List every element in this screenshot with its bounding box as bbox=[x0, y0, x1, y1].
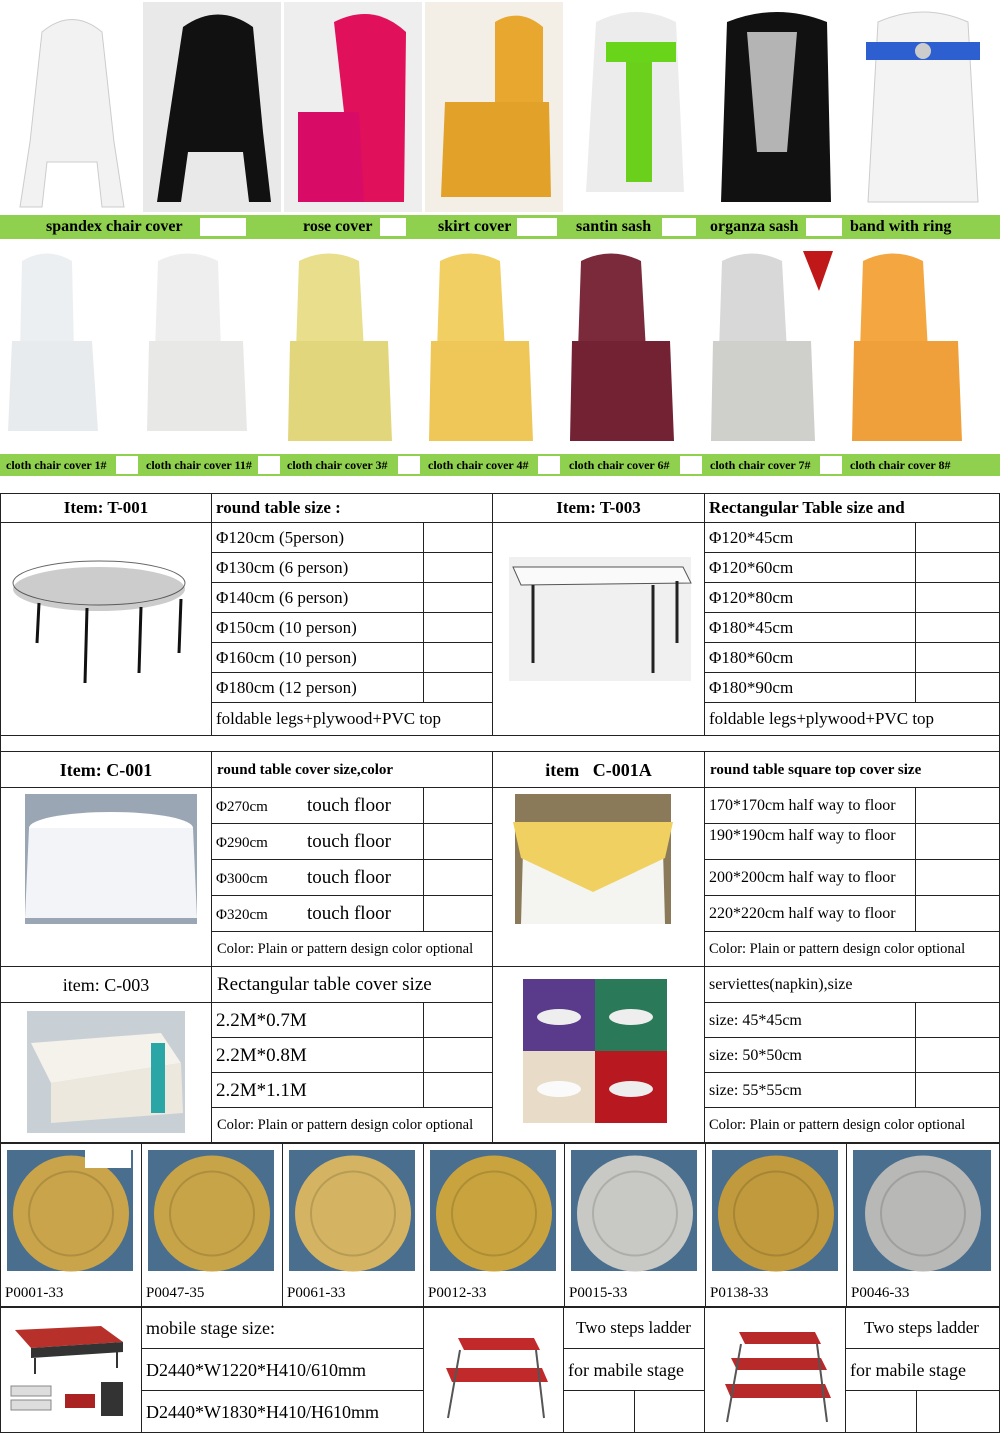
c001-blank bbox=[423, 895, 493, 932]
charger-plate-image bbox=[565, 1144, 705, 1279]
stage-size-1: D2440*W1220*H410/610mm bbox=[141, 1348, 424, 1391]
t001-size-6: Φ180cm (12 person) bbox=[211, 672, 424, 703]
c001-size-4 bbox=[211, 895, 424, 932]
charger-plate-image bbox=[424, 1144, 564, 1279]
plate-cell bbox=[282, 1143, 424, 1307]
cloth-chair-cover-6-image bbox=[566, 241, 704, 451]
ladder1-blank bbox=[563, 1390, 635, 1433]
label-blank bbox=[662, 218, 696, 236]
napkin-size-3: size: 55*55cm bbox=[704, 1072, 916, 1108]
plate-center bbox=[452, 1172, 536, 1256]
charger-plate-image bbox=[847, 1144, 999, 1279]
label-blank bbox=[398, 456, 420, 474]
plate-center bbox=[734, 1172, 818, 1256]
ladder2-blank bbox=[916, 1390, 1000, 1433]
rose-chair-cover-image bbox=[284, 2, 422, 212]
t003-blank bbox=[915, 672, 1000, 703]
napkin-image-cell bbox=[492, 966, 705, 1143]
t003-blank bbox=[915, 582, 1000, 613]
round-table-image bbox=[1, 523, 211, 735]
c001-touch-floor: touch floor bbox=[307, 831, 391, 852]
ladder2-sub: for mabile stage bbox=[845, 1348, 1000, 1391]
t001-blank bbox=[423, 672, 493, 703]
c001-blank bbox=[423, 859, 493, 896]
c001-size-3 bbox=[211, 859, 424, 896]
cloth-chair-cover-4-image bbox=[425, 241, 563, 451]
label-rose-cover: rose cover bbox=[303, 218, 373, 235]
c001a-size-3: 200*200cm half way to floor bbox=[704, 859, 916, 896]
ladder1-sub: for mabile stage bbox=[563, 1348, 705, 1391]
napkin-size-2: size: 50*50cm bbox=[704, 1037, 916, 1073]
rectangular-table-image bbox=[493, 523, 704, 735]
skirt-chair-cover-image bbox=[425, 2, 563, 212]
plate-cell bbox=[705, 1143, 847, 1307]
c003-image-cell bbox=[0, 1002, 212, 1143]
ladder-image bbox=[424, 1308, 563, 1432]
t003-size-5: Φ180*60cm bbox=[704, 642, 916, 673]
rectangular-tablecloth-image bbox=[1, 1003, 211, 1142]
t001-size-1: Φ120cm (5person) bbox=[211, 522, 424, 553]
label-blank bbox=[116, 456, 138, 474]
c001a-blank bbox=[915, 823, 1000, 860]
c001-touch-floor: touch floor bbox=[307, 795, 391, 816]
label-blank bbox=[820, 456, 842, 474]
black-chair-cover-image bbox=[143, 2, 281, 212]
c001-size-value: Φ270cm bbox=[216, 799, 268, 815]
label-santin-sash: santin sash bbox=[576, 218, 652, 235]
plate-center bbox=[170, 1172, 254, 1256]
label-blank bbox=[517, 218, 557, 236]
c001a-size-1: 170*170cm half way to floor bbox=[704, 787, 916, 824]
c001a-item-title: item C-001A bbox=[492, 751, 705, 788]
label-skirt-cover: skirt cover bbox=[438, 218, 512, 235]
label-spandex-chair-cover: spandex chair cover bbox=[46, 218, 183, 235]
ladder2-title: Two steps ladder bbox=[845, 1307, 1000, 1349]
label-blank bbox=[200, 218, 246, 236]
plate-code: P0138-33 bbox=[710, 1285, 769, 1301]
t003-image-cell bbox=[492, 522, 705, 736]
c001-touch-floor: touch floor bbox=[307, 903, 391, 924]
t001-blank bbox=[423, 642, 493, 673]
c001a-header: round table square top cover size bbox=[704, 751, 1000, 788]
t001-blank bbox=[423, 582, 493, 613]
c001-blank bbox=[423, 787, 493, 824]
c003-blank bbox=[423, 1072, 493, 1108]
t003-size-6: Φ180*90cm bbox=[704, 672, 916, 703]
t003-size-1: Φ120*45cm bbox=[704, 522, 916, 553]
c003-item-title: item: C-003 bbox=[0, 966, 212, 1003]
t001-note: foldable legs+plywood+PVC top bbox=[211, 702, 493, 736]
napkin-blank bbox=[915, 1037, 1000, 1073]
t001-header: round table size : bbox=[211, 493, 493, 523]
organza-sash-image bbox=[707, 2, 845, 212]
square-top-cover-image bbox=[493, 788, 704, 966]
plate-cell bbox=[846, 1143, 1000, 1307]
c001-blank bbox=[423, 823, 493, 860]
plate-center bbox=[29, 1172, 113, 1256]
c001-item-title: Item: C-001 bbox=[0, 751, 212, 788]
plate-code: P0001-33 bbox=[5, 1285, 64, 1301]
c001-size-value: Φ290cm bbox=[216, 835, 268, 851]
label-organza-sash: organza sash bbox=[710, 218, 799, 235]
ladder2-image-cell bbox=[704, 1307, 846, 1433]
t001-blank bbox=[423, 612, 493, 643]
band-with-ring-image bbox=[848, 2, 998, 212]
c001-size-value: Φ320cm bbox=[216, 907, 268, 923]
cloth-chair-cover-3-image bbox=[284, 241, 422, 451]
plate-code: P0015-33 bbox=[569, 1285, 628, 1301]
napkin-image bbox=[493, 967, 704, 1142]
t003-blank bbox=[915, 642, 1000, 673]
stage-size-2: D2440*W1830*H410/H610mm bbox=[141, 1390, 424, 1433]
charger-plate-image bbox=[142, 1144, 282, 1279]
label-blank bbox=[258, 456, 280, 474]
c003-size-1: 2.2M*0.7M bbox=[211, 1002, 424, 1038]
satin-sash-image bbox=[566, 2, 704, 212]
c003-blank bbox=[423, 1037, 493, 1073]
label-cloth-4: cloth chair cover 4# bbox=[428, 458, 529, 472]
spandex-chair-cover-image bbox=[2, 2, 140, 212]
cloth-chair-cover-11-image bbox=[143, 241, 281, 451]
label-cloth-1: cloth chair cover 1# bbox=[6, 458, 107, 472]
c003-header: Rectangular table cover size bbox=[211, 966, 493, 1003]
c001a-image-cell bbox=[492, 787, 705, 967]
label-cloth-6: cloth chair cover 6# bbox=[569, 458, 670, 472]
c003-blank bbox=[423, 1002, 493, 1038]
label-cloth-3: cloth chair cover 3# bbox=[287, 458, 388, 472]
label-cloth-8: cloth chair cover 8# bbox=[850, 458, 951, 472]
c003-color: Color: Plain or pattern design color optional bbox=[211, 1107, 493, 1143]
ladder1-title: Two steps ladder bbox=[563, 1307, 705, 1349]
label-blank bbox=[380, 218, 406, 236]
c001-touch-floor: touch floor bbox=[307, 867, 391, 888]
t003-size-2: Φ120*60cm bbox=[704, 552, 916, 583]
plate-cell bbox=[141, 1143, 283, 1307]
c001-size-value: Φ300cm bbox=[216, 871, 268, 887]
label-blank bbox=[806, 218, 842, 236]
plate-cell bbox=[0, 1143, 142, 1307]
ladder1-blank bbox=[634, 1390, 705, 1433]
t003-size-4: Φ180*45cm bbox=[704, 612, 916, 643]
t003-blank bbox=[915, 612, 1000, 643]
t001-item-title: Item: T-001 bbox=[0, 493, 212, 523]
cloth-chair-cover-1-image bbox=[2, 241, 140, 451]
ladder2-blank bbox=[845, 1390, 917, 1433]
c001-image-cell bbox=[0, 787, 212, 967]
round-tablecloth-image bbox=[1, 788, 211, 966]
ladder1-image-cell bbox=[423, 1307, 564, 1433]
t001-size-4: Φ150cm (10 person) bbox=[211, 612, 424, 643]
cloth-chair-cover-7-image bbox=[707, 241, 845, 451]
cloth-chair-cover-8-image bbox=[848, 241, 998, 451]
c001-color: Color: Plain or pattern design color optional bbox=[211, 931, 493, 967]
section-divider bbox=[0, 735, 1000, 752]
stage-header: mobile stage size: bbox=[141, 1307, 424, 1349]
ladder-image bbox=[705, 1308, 845, 1432]
plate-cell bbox=[423, 1143, 565, 1307]
c003-size-2: 2.2M*0.8M bbox=[211, 1037, 424, 1073]
plate-code: P0046-33 bbox=[851, 1285, 910, 1301]
t001-blank bbox=[423, 522, 493, 553]
label-cloth-11: cloth chair cover 11# bbox=[146, 458, 252, 472]
label-blank bbox=[85, 1150, 131, 1168]
plate-center bbox=[593, 1172, 677, 1256]
t003-header: Rectangular Table size and bbox=[704, 493, 1000, 523]
c001a-size-2: 190*190cm half way to floor bbox=[704, 823, 916, 860]
c001a-color: Color: Plain or pattern design color optional bbox=[704, 931, 1000, 967]
plate-center bbox=[311, 1172, 395, 1256]
label-cloth-7: cloth chair cover 7# bbox=[710, 458, 811, 472]
napkin-header: serviettes(napkin),size bbox=[704, 966, 1000, 1003]
stage-image-cell bbox=[0, 1307, 142, 1433]
c001-size-2 bbox=[211, 823, 424, 860]
t003-blank bbox=[915, 522, 1000, 553]
c001a-blank bbox=[915, 895, 1000, 932]
mobile-stage-image bbox=[1, 1308, 141, 1432]
label-blank bbox=[538, 456, 560, 474]
t003-size-3: Φ120*80cm bbox=[704, 582, 916, 613]
c001-header: round table cover size,color bbox=[211, 751, 493, 788]
t001-size-5: Φ160cm (10 person) bbox=[211, 642, 424, 673]
c003-size-3: 2.2M*1.1M bbox=[211, 1072, 424, 1108]
c001a-blank bbox=[915, 787, 1000, 824]
t003-blank bbox=[915, 552, 1000, 583]
napkin-size-1: size: 45*45cm bbox=[704, 1002, 916, 1038]
napkin-blank bbox=[915, 1002, 1000, 1038]
label-band-with-ring: band with ring bbox=[850, 218, 952, 235]
plate-code: P0012-33 bbox=[428, 1285, 487, 1301]
plate-center bbox=[881, 1172, 965, 1256]
napkin-color: Color: Plain or pattern design color optional bbox=[704, 1107, 1000, 1143]
napkin-blank bbox=[915, 1072, 1000, 1108]
plate-code: P0061-33 bbox=[287, 1285, 346, 1301]
c001-size-1 bbox=[211, 787, 424, 824]
t001-size-2: Φ130cm (6 person) bbox=[211, 552, 424, 583]
label-blank bbox=[680, 456, 702, 474]
t001-image-cell bbox=[0, 522, 212, 736]
charger-plate-image bbox=[283, 1144, 423, 1279]
plate-cell bbox=[564, 1143, 706, 1307]
plate-code: P0047-35 bbox=[146, 1285, 205, 1301]
t001-size-3: Φ140cm (6 person) bbox=[211, 582, 424, 613]
charger-plate-image bbox=[706, 1144, 846, 1279]
t001-blank bbox=[423, 552, 493, 583]
t003-note: foldable legs+plywood+PVC top bbox=[704, 702, 1000, 736]
c001a-size-4: 220*220cm half way to floor bbox=[704, 895, 916, 932]
c001a-blank bbox=[915, 859, 1000, 896]
t003-item-title: Item: T-003 bbox=[492, 493, 705, 523]
